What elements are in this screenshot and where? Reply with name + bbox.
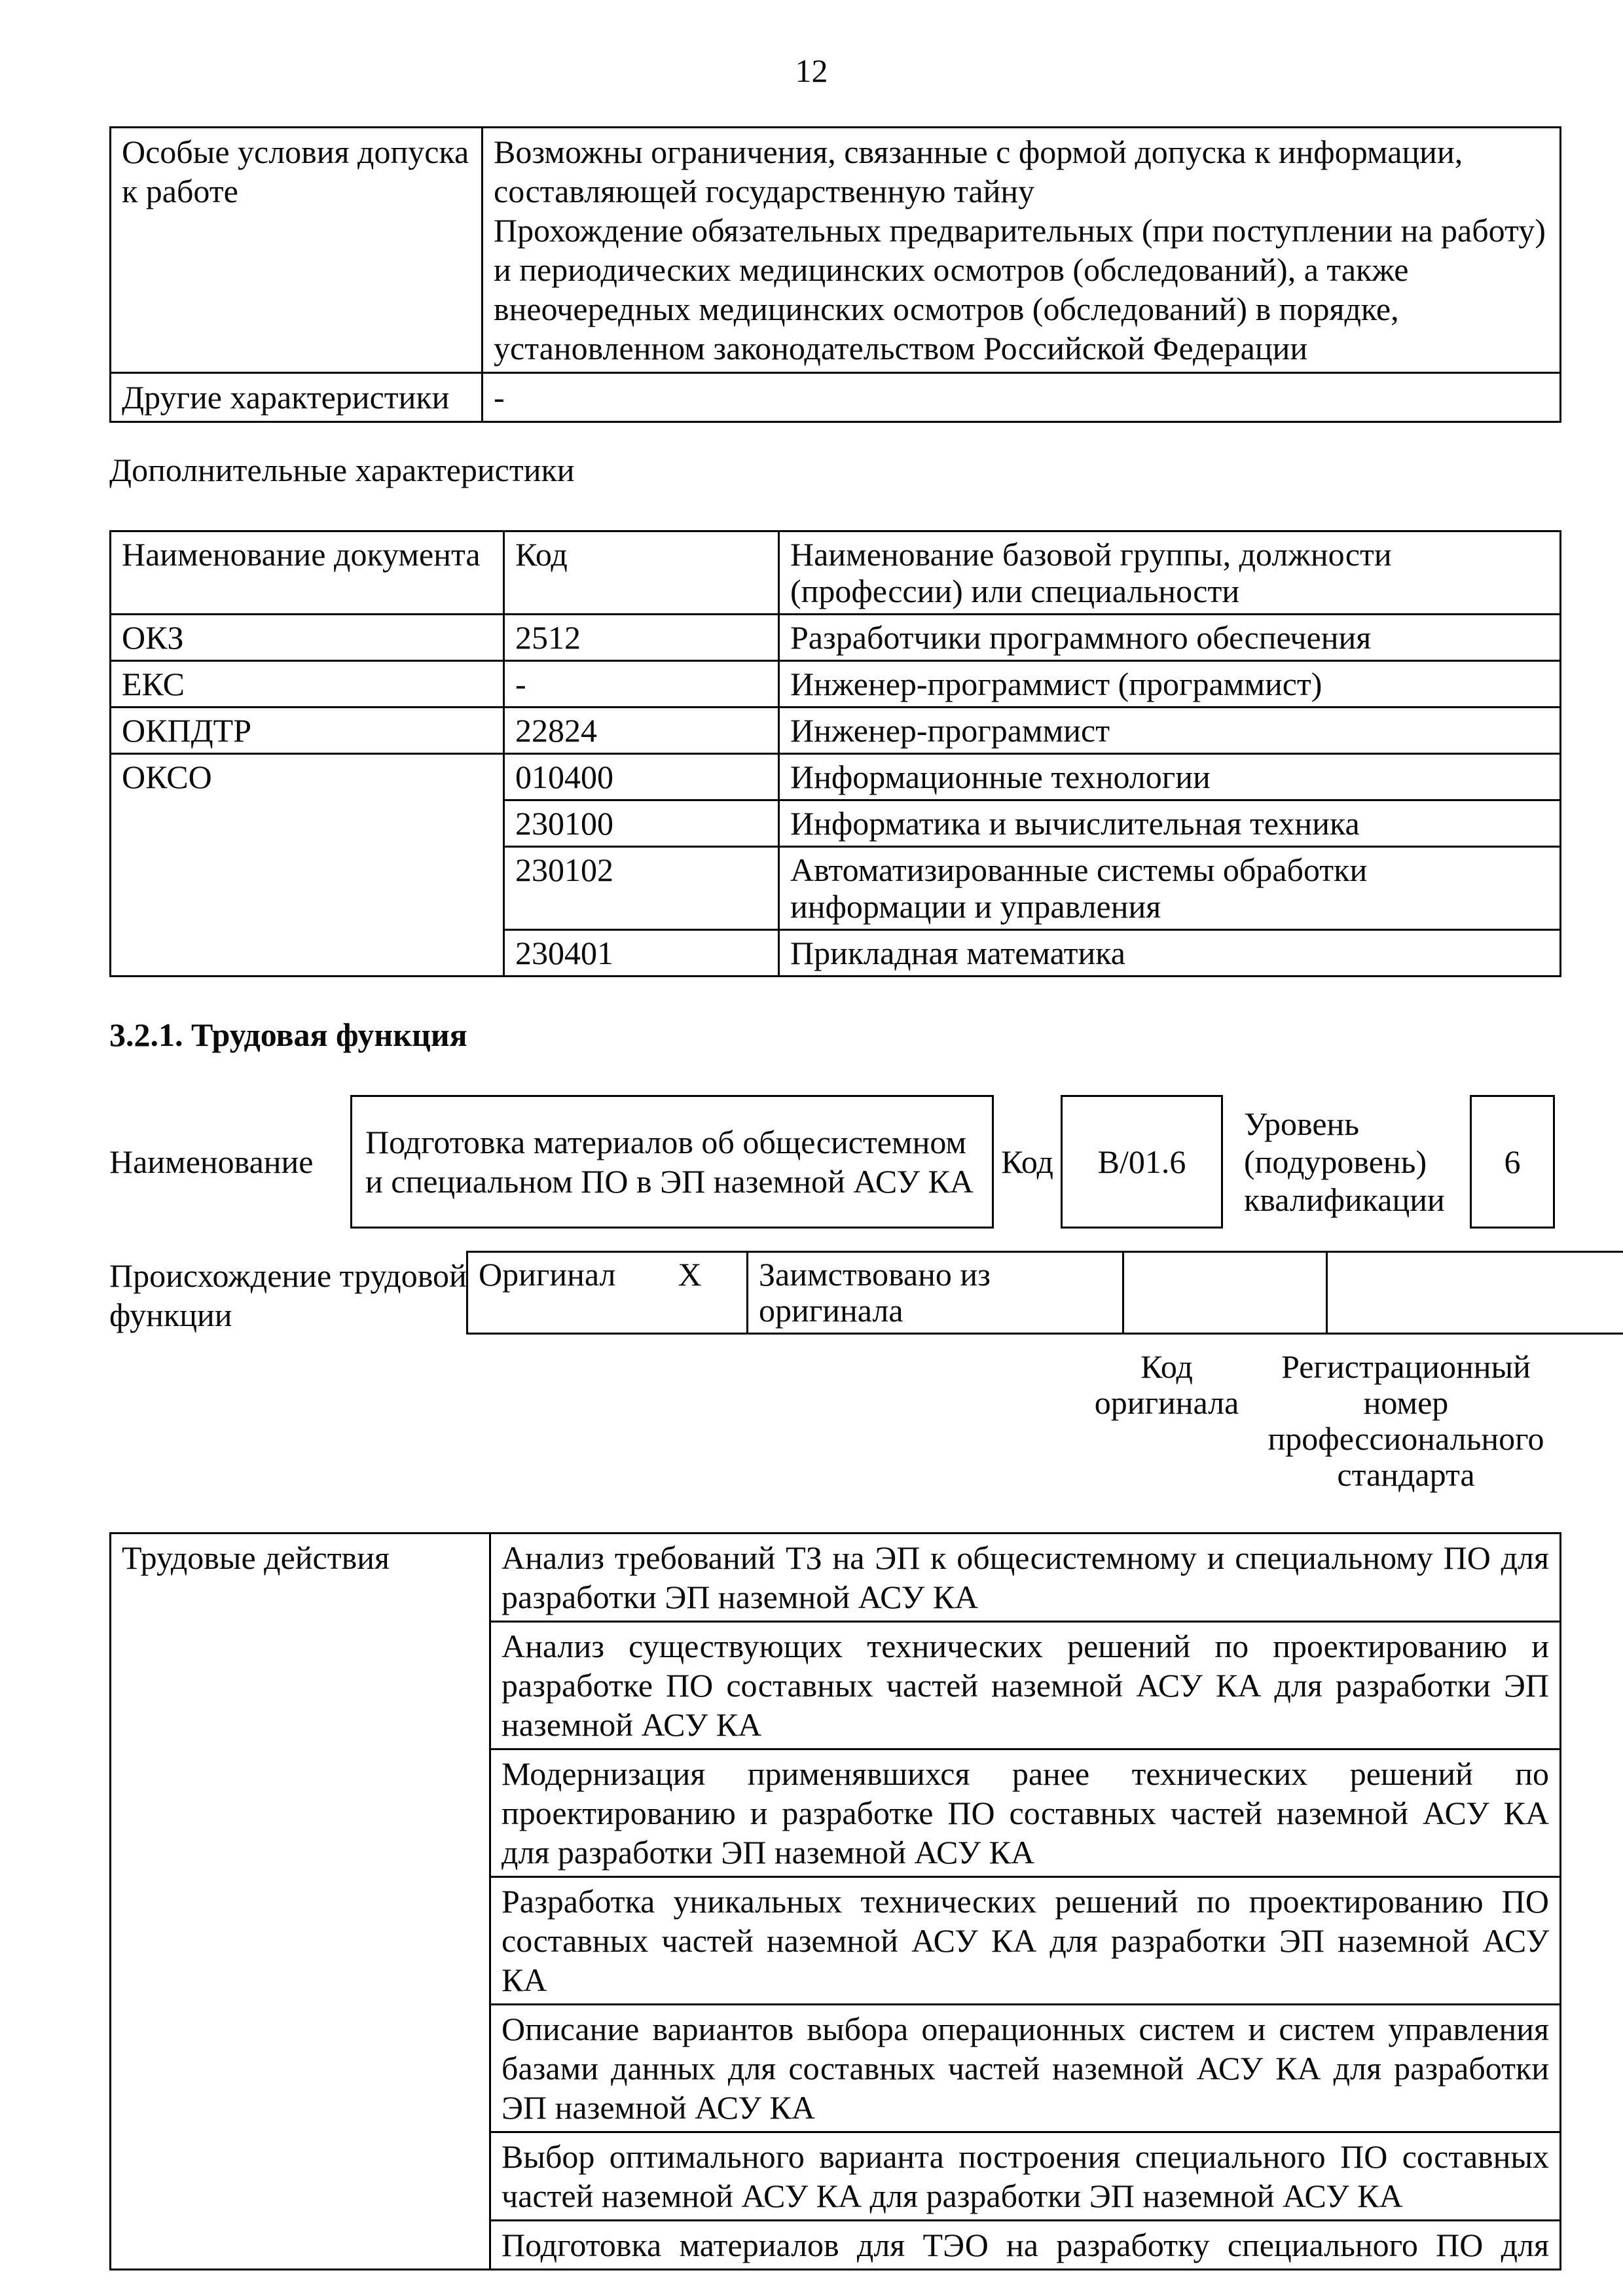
- table-row: [111, 128, 1561, 373]
- name-cell: Автоматизированные системы обработки информации и управления: [779, 847, 1561, 930]
- table-header-row: [111, 531, 1561, 615]
- labor-action-item: Анализ требований ТЗ на ЭП к общесистемному и специальному ПО для разработки ЭП наземной АСУ КА: [490, 1534, 1561, 1622]
- name-cell: Информатика и вычислительная техника: [779, 800, 1561, 847]
- origin-section: [109, 1251, 1561, 1493]
- origin-borrowed-cell: Заимствовано из оригинала: [748, 1252, 1123, 1334]
- labor-action-item: Выбор оптимального варианта построения специального ПО составных частей наземной АСУ КА для разработки ЭП наземной АСУ КА: [490, 2132, 1561, 2221]
- doc-cell: ОКЗ: [111, 615, 504, 661]
- table-row: [111, 708, 1561, 754]
- name-cell: Прикладная математика: [779, 930, 1561, 977]
- labor-action-item: Разработка уникальных технических решений по проектированию ПО составных частей наземной АСУ КА для разработки ЭП наземной АСУ КА: [490, 1877, 1561, 2005]
- origin-original-label: Оригинал: [479, 1256, 616, 1293]
- labor-function-name-row: [109, 1095, 1561, 1229]
- table-row: [111, 615, 1561, 661]
- labor-function-name-label: Наименование: [109, 1143, 314, 1180]
- documents-table-header-document: Наименование документа: [111, 531, 504, 615]
- labor-function-level: 6: [1504, 1143, 1521, 1180]
- section-heading: 3.2.1. Трудовая функция: [109, 1016, 467, 1053]
- name-cell: Разработчики программного обеспечения: [779, 615, 1561, 661]
- labor-function-code-label: Код: [1001, 1143, 1053, 1180]
- additional-characteristics-heading: Дополнительные характеристики: [109, 452, 575, 488]
- labor-function-code: В/01.6: [1097, 1143, 1186, 1180]
- code-cell: 2512: [504, 615, 779, 661]
- page-number: 12: [795, 52, 828, 89]
- doc-cell: ОКСО: [111, 754, 504, 977]
- origin-label: Происхождение трудовой функции: [109, 1257, 467, 1333]
- doc-cell: ЕКС: [111, 661, 504, 708]
- labor-function-level-box: [1470, 1095, 1555, 1229]
- table-row: [111, 1534, 1561, 1622]
- origin-code-cell: [1123, 1252, 1327, 1334]
- name-cell: Инженер-программист: [779, 708, 1561, 754]
- origin-original-cell: [467, 1252, 748, 1334]
- other-characteristics-value: -: [483, 373, 1561, 422]
- special-conditions-label: Особые условия допуска к работе: [111, 128, 483, 373]
- table-row: [111, 754, 1561, 800]
- origin-code-caption: Код оригинала: [1094, 1348, 1239, 1421]
- documents-table: [109, 530, 1561, 977]
- table-row: [467, 1252, 1623, 1334]
- labor-actions-table: [109, 1532, 1561, 2270]
- special-conditions-table: [109, 126, 1561, 423]
- origin-table: [466, 1251, 1623, 1335]
- name-cell: Информационные технологии: [779, 754, 1561, 800]
- documents-table-header-base-group: Наименование базовой группы, должности (профессии) или специальности: [779, 531, 1561, 615]
- doc-cell: ОКПДТР: [111, 708, 504, 754]
- origin-reg-caption: Регистрационный номер профессионального стандарта: [1267, 1348, 1544, 1493]
- other-characteristics-label: Другие характеристики: [111, 373, 483, 422]
- code-cell: 230100: [504, 800, 779, 847]
- origin-captions: [1076, 1349, 1561, 1493]
- special-conditions-value: [483, 128, 1561, 373]
- special-conditions-paragraph: Возможны ограничения, связанные с формой допуска к информации, составляющей государственную тайну: [494, 134, 1463, 209]
- name-cell: Инженер-программист (программист): [779, 661, 1561, 708]
- origin-original-mark: X: [678, 1256, 702, 1293]
- table-row: [111, 373, 1561, 422]
- labor-function-code-box: [1061, 1095, 1223, 1229]
- labor-function-name: Подготовка материалов об общесистемном и специальном ПО в ЭП наземной АСУ КА: [365, 1124, 974, 1200]
- labor-action-item: Анализ существующих технических решений по проектированию и разработке ПО составных частей наземной АСУ КА для разработки ЭП наземной АСУ КА: [490, 1622, 1561, 1749]
- code-cell: 22824: [504, 708, 779, 754]
- code-cell: -: [504, 661, 779, 708]
- labor-function-level-label: Уровень (подуровень) квалификации: [1244, 1105, 1445, 1218]
- labor-action-item: Модернизация применявшихся ранее технических решений по проектированию и разработке ПО составных частей наземной АСУ КА для разработки ЭП наземной АСУ КА: [490, 1749, 1561, 1877]
- code-cell: 230102: [504, 847, 779, 930]
- special-conditions-paragraph: Прохождение обязательных предварительных (при поступлении на работу) и периодических медицинских осмотров (обследований), а также внеочередных медицинских осмотров (обследований) в порядке, установленном законодательством Российской Федерации: [494, 212, 1546, 367]
- labor-actions-label: Трудовые действия: [111, 1534, 490, 2270]
- origin-reg-cell: [1327, 1252, 1623, 1334]
- code-cell: 010400: [504, 754, 779, 800]
- labor-action-item: Подготовка материалов для ТЭО на разработку специального ПО для: [490, 2221, 1561, 2270]
- page-content: [109, 126, 1561, 2270]
- labor-function-name-box: [350, 1095, 994, 1229]
- documents-table-header-code: Код: [504, 531, 779, 615]
- table-row: [111, 661, 1561, 708]
- code-cell: 230401: [504, 930, 779, 977]
- labor-action-item: Описание вариантов выбора операционных систем и систем управления базами данных для составных частей наземной АСУ КА для разработки ЭП наземной АСУ КА: [490, 2005, 1561, 2132]
